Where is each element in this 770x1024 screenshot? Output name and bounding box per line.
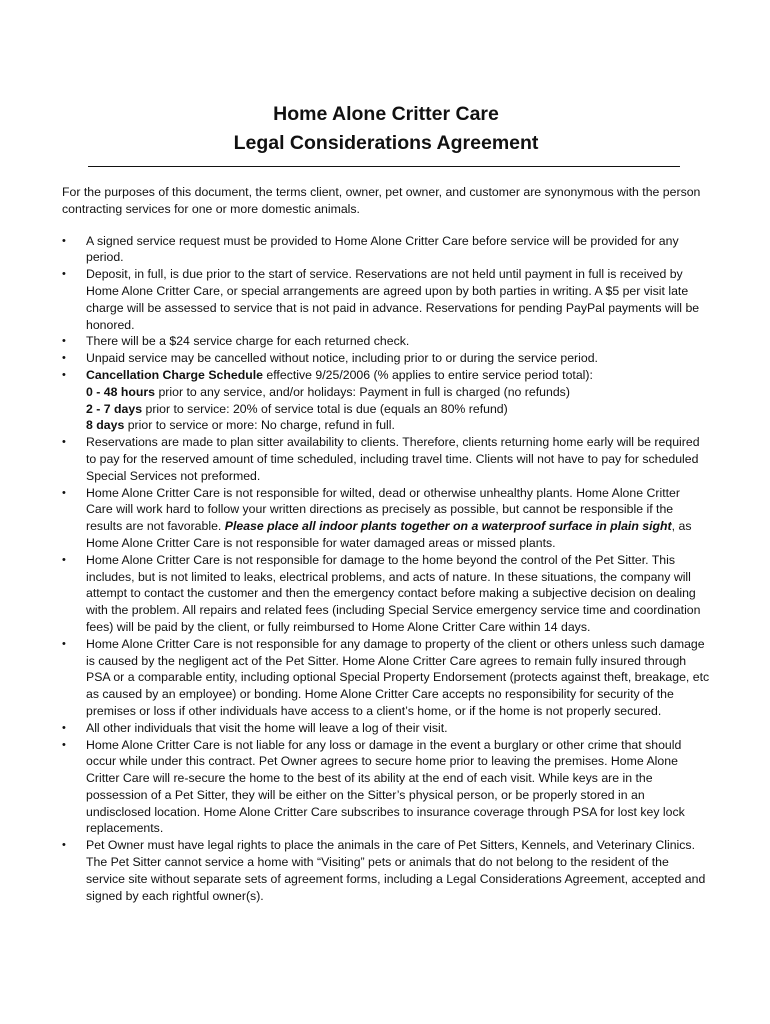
list-item-home-damage <box>62 552 710 636</box>
list-item-visit-log <box>62 720 710 737</box>
bullet-icon: • <box>62 436 66 449</box>
list-item-plants <box>62 485 710 552</box>
bullet-icon: • <box>62 721 66 734</box>
intro-paragraph: For the purposes of this document, the terms client, owner, pet owner, and customer are synonymous with the person contracting services for one or more domestic animals. <box>62 185 701 216</box>
list-item-signed-request <box>62 233 710 267</box>
bullet-icon: • <box>62 368 66 381</box>
item-text: Deposit, in full, is due prior to the start of service. Reservations are not held until payment in full is received by Home Alone Critter Care, or special arrangements are agreed upon by both parties in writing. A $5 per visit late charge will be assessed to service that is not paid in advance. Reservations for pending PayPal payments will be honored. <box>86 267 700 332</box>
item-text: All other individuals that visit the home will leave a log of their visit. <box>86 720 448 735</box>
title-line-1: Home Alone Critter Care <box>273 103 499 125</box>
schedule-row-text: prior to service or more: No charge, refund in full. <box>124 418 395 433</box>
title-line-2: Legal Considerations Agreement <box>233 132 539 154</box>
bullet-icon: • <box>62 234 66 247</box>
item-text: Unpaid service may be cancelled without notice, including prior to or during the service period. <box>86 351 598 366</box>
bullet-icon: • <box>62 637 66 650</box>
bullet-icon: • <box>62 553 66 566</box>
item-text-continued: , as Home Alone Critter Care is not responsible for water damaged areas or missed plants. <box>86 519 692 550</box>
plants-emphasis: Please place all indoor plants together on a waterproof surface in plain sight <box>224 519 672 534</box>
item-text: Home Alone Critter Care is not liable for any loss or damage in the event a burglary or other crime that should occur while under this contract. Pet Owner agrees to secure home prior to leaving the premises. Home Alone Critter Care will re-secure the home to the best of its ability at the end of each visit. While keys are in the possession of a Pet Sitter, they will be either on the Sitter’s physical person, or be properly stored in an undisclosed location. Home Alone Critter Care subscribes to insurance coverage through PSA for lost key lock replacements. <box>86 737 685 836</box>
schedule-row <box>86 417 710 434</box>
title-divider <box>88 166 680 167</box>
bullet-icon: • <box>62 738 66 751</box>
list-item-unpaid <box>62 350 710 367</box>
item-text: Home Alone Critter Care is not responsible for any damage to property of the client or others unless such damage is caused by the negligent act of the Pet Sitter. Home Alone Critter Care agrees to remain fully insured through PSA or a comparable entity, including optional Special Property Endorsement (protects against theft, breakage, etc as caused by an employee) or bonding. Home Alone Critter Care accepts no responsibility for security of the premises or loss if other individuals have access to a client’s home, or if the home is not properly secured. <box>86 636 710 718</box>
document-page <box>62 100 710 904</box>
item-text: Reservations are made to plan sitter availability to clients. Therefore, clients returning home early will be required to pay for the reserved amount of time scheduled, including travel time. Clients will not have to pay for scheduled Special Services not preformed. <box>86 435 700 483</box>
schedule-row-label: 0 - 48 hours <box>86 384 156 399</box>
terms-list <box>62 233 710 905</box>
bullet-icon: • <box>62 352 66 365</box>
list-item-deposit <box>62 266 710 333</box>
list-item-legal-rights <box>62 837 710 904</box>
list-item-returned-check <box>62 333 710 350</box>
schedule-row-label: 8 days <box>86 418 125 433</box>
document-title <box>62 100 710 158</box>
bullet-icon: • <box>62 839 66 852</box>
schedule-row-text: prior to any service, and/or holidays: Payment in full is charged (no refunds) <box>155 384 570 399</box>
list-item-reservations <box>62 434 710 484</box>
schedule-row-text: prior to service: 20% of service total is due (equals an 80% refund) <box>142 401 508 416</box>
schedule-row <box>86 401 710 418</box>
item-text: Home Alone Critter Care is not responsible for damage to the home beyond the control of the Pet Sitter. This includes, but is not limited to leaks, electrical problems, and acts of nature. In these situations, the company will attempt to contact the customer and then the emergency contact before making a subjective decision on dealing with the problem. All repairs and related fees (including Special Service emergency service time and coordination fees) will be paid by the client, or fully reimbursed to Home Alone Critter Care within 14 days. <box>86 552 701 634</box>
list-item-cancellation <box>62 367 710 434</box>
item-text: A signed service request must be provided to Home Alone Critter Care before service will be provided for any period. <box>86 233 679 265</box>
bullet-icon: • <box>62 335 66 348</box>
cancellation-heading <box>86 367 710 384</box>
bullet-icon: • <box>62 268 66 281</box>
schedule-row <box>86 384 710 401</box>
cancellation-heading-label: Cancellation Charge Schedule <box>86 367 263 382</box>
list-item-burglary <box>62 737 710 838</box>
bullet-icon: • <box>62 486 66 499</box>
item-text: There will be a $24 service charge for each returned check. <box>86 334 410 349</box>
cancellation-heading-text: effective 9/25/2006 (% applies to entire service period total): <box>262 367 593 382</box>
item-text: Pet Owner must have legal rights to place the animals in the care of Pet Sitters, Kennels, and Veterinary Clinics. The Pet Sitter cannot service a home with “Visiting” pets or animals that do not belong to the resident of the service site without separate sets of agreement forms, including a Legal Considerations Agreement, accepted and signed by each rightful owner(s). <box>86 838 706 903</box>
schedule-row-label: 2 - 7 days <box>86 401 143 416</box>
list-item-property-damage <box>62 636 710 720</box>
item-text: Home Alone Critter Care is not responsible for wilted, dead or otherwise unhealthy plants. Home Alone Critter Care will work hard to follow your written directions as precisely as possible, but cannot be responsible if the results are not favorable. <box>86 485 680 534</box>
